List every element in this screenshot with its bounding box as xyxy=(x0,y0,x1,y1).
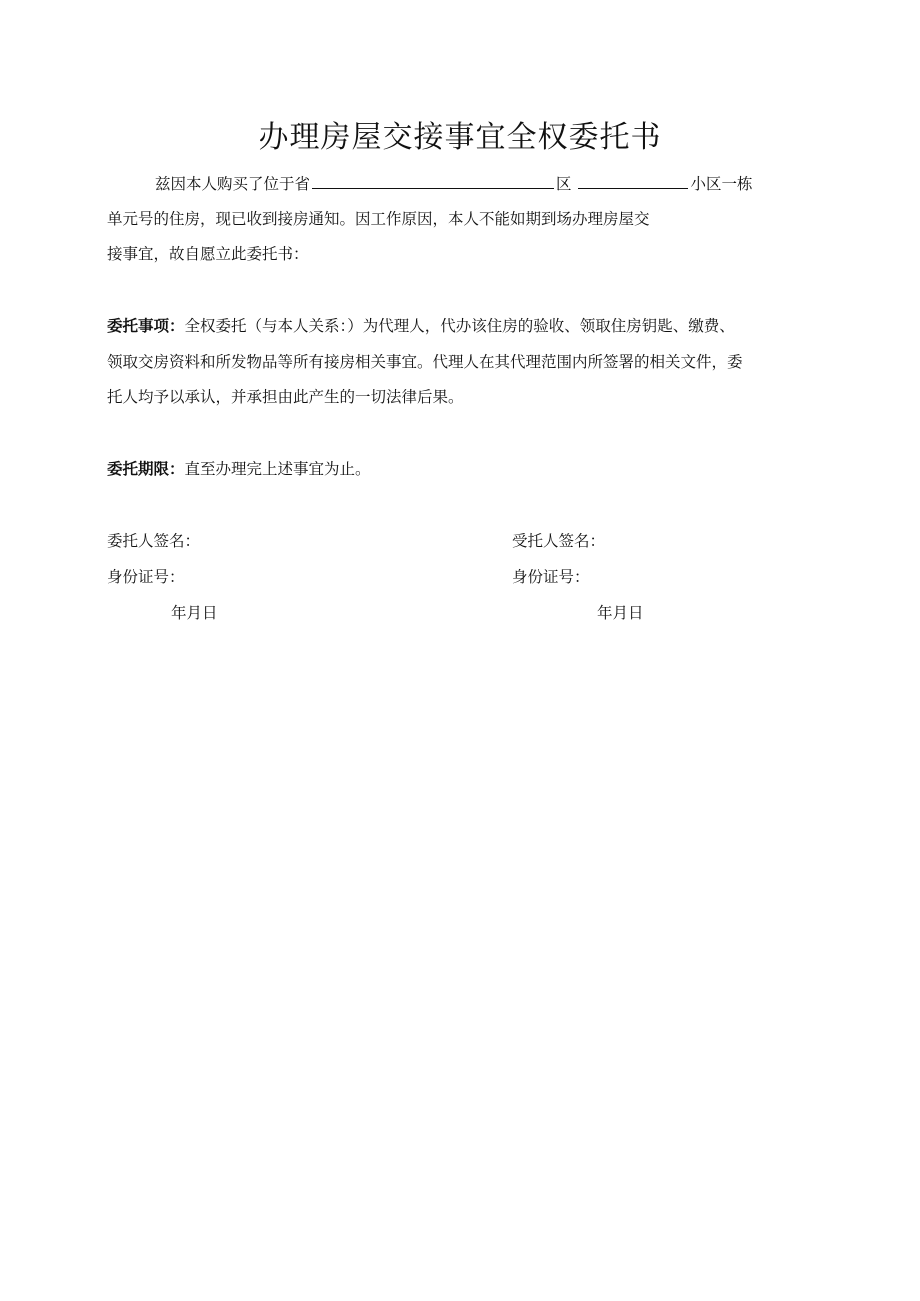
district-blank xyxy=(578,172,688,189)
intro-text-district: 区 xyxy=(556,175,572,193)
agent-signature-label: 受托人签名： xyxy=(512,532,606,550)
matters-line-2: 领取交房资料和所发物品等所有接房相关事宜。代理人在其代理范围内所签署的相关文件，委 xyxy=(107,353,743,371)
intro-text-province: 兹因本人购买了位于省 xyxy=(155,175,311,193)
matters-label: 委托事项： xyxy=(107,317,185,335)
matters-line-3: 托人均予以承认，并承担由此产生的一切法律后果。 xyxy=(107,388,464,406)
matters-line-1 xyxy=(107,315,735,337)
principal-date-label: 年月日 xyxy=(171,604,218,622)
province-blank xyxy=(312,172,554,189)
matters-text-1: 全权委托（与本人关系：）为代理人，代办该住房的验收、领取住房钥匙、缴费、 xyxy=(184,317,735,335)
principal-id-label: 身份证号： xyxy=(107,568,185,586)
intro-line-3: 接事宜，故自愿立此委托书： xyxy=(107,245,309,263)
document-title: 办理房屋交接事宜全权委托书 xyxy=(258,120,662,155)
intro-line-1 xyxy=(155,172,752,195)
agent-id-label: 身份证号： xyxy=(512,568,590,586)
intro-text-community: 小区一栋 xyxy=(690,175,753,193)
term-text: 直至办理完上述事宜为止。 xyxy=(184,460,371,478)
term-line xyxy=(107,458,371,480)
term-label: 委托期限： xyxy=(107,460,185,478)
principal-signature-label: 委托人签名： xyxy=(107,532,201,550)
agent-date-label: 年月日 xyxy=(597,604,644,622)
intro-line-2: 单元号的住房，现已收到接房通知。因工作原因，本人不能如期到场办理房屋交 xyxy=(107,210,650,228)
